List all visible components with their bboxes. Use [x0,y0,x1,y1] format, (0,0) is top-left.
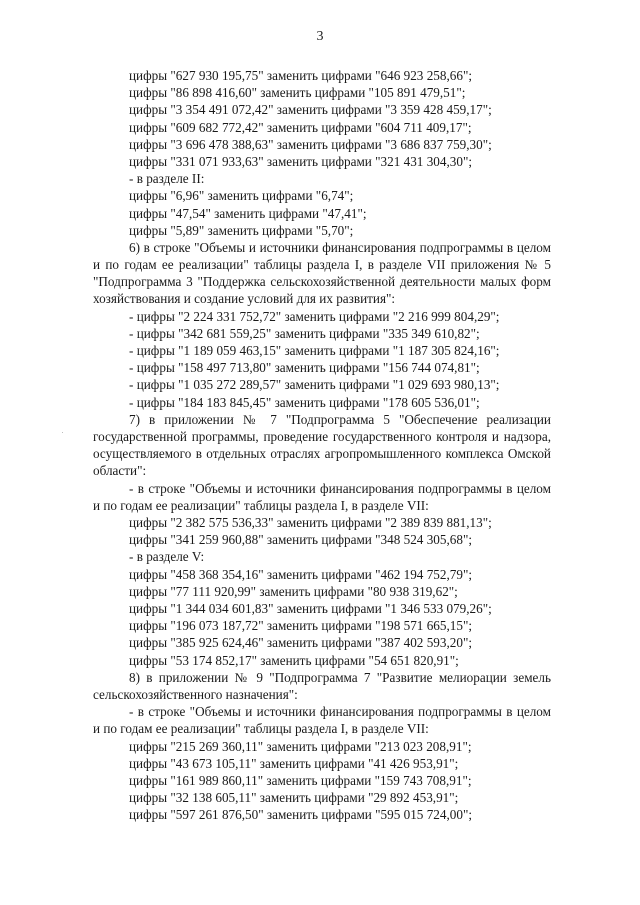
amendment-line: цифры "385 925 624,46" заменить цифрами "387 402 593,20"; [129,635,473,651]
paragraph-8: 8) в приложении № 9 "Подпрограмма 7 "Развитие мелиорации земель сельскохозяйственного назначения": [93,669,551,702]
amendment-line: цифры "3 354 491 072,42" заменить цифрами "3 359 428 459,17"; [129,102,492,118]
amendment-line: - цифры "1 035 272 289,57" заменить цифрами "1 029 693 980,13"; [129,377,500,393]
paragraph-7: 7) в приложении № 7 "Подпрограмма 5 "Обеспечение реализации государственной программы, проведение государственного контроля и надзора, осуществляемого в отдельных отраслях агропромышленного комплекса Омской области": [93,411,551,479]
amendment-line: цифры "331 071 933,63" заменить цифрами "321 431 304,30"; [129,153,473,169]
amendment-list-3 [93,514,551,669]
amendment-line: цифры "5,89" заменить цифрами "5,70"; [129,222,354,238]
amendment-line: цифры "627 930 195,75" заменить цифрами "646 923 258,66"; [129,68,473,83]
amendment-line: - цифры "158 497 713,80" заменить цифрами "156 744 074,81"; [129,360,480,376]
amendment-line: цифры "458 368 354,16" заменить цифрами "462 194 752,79"; [129,566,473,582]
amendment-line: цифры "1 344 034 601,83" заменить цифрами "1 346 533 079,26"; [129,600,492,616]
amendment-line: цифры "597 261 876,50" заменить цифрами "595 015 724,00"; [129,807,473,823]
amendment-line: цифры "47,54" заменить цифрами "47,41"; [129,205,367,221]
amendment-line: цифры "32 138 605,11" заменить цифрами "29 892 453,91"; [129,790,459,806]
paragraph-7-sub: - в строке "Объемы и источники финансирования подпрограммы в целом и по годам ее реализации" таблицы раздела I, в разделе VII: [93,480,551,513]
amendment-line: цифры "2 382 575 536,33" заменить цифрами "2 389 839 881,13"; [129,515,492,531]
page-number: 3 [316,29,324,44]
scan-speck [62,432,63,433]
amendment-line: цифры "341 259 960,88" заменить цифрами "348 524 305,68"; [129,532,473,548]
amendment-line: цифры "3 696 478 388,63" заменить цифрами "3 686 837 759,30"; [129,136,492,152]
amendment-line: цифры "215 269 360,11" заменить цифрами "213 023 208,91"; [129,738,472,754]
paragraph-8-sub: - в строке "Объемы и источники финансирования подпрограммы в целом и по годам ее реализации" таблицы раздела I, в разделе VII: [93,704,551,737]
amendment-list-2 [93,308,551,411]
amendment-line: цифры "77 111 920,99" заменить цифрами "80 938 319,62"; [129,583,458,599]
amendment-line: - цифры "2 224 331 752,72" заменить цифрами "2 216 999 804,29"; [129,308,500,324]
amendment-line: цифры "53 174 852,17" заменить цифрами "54 651 820,91"; [129,652,459,668]
amendment-line: - цифры "184 183 845,45" заменить цифрами "178 605 536,01"; [129,394,480,410]
amendment-line: цифры "161 989 860,11" заменить цифрами "159 743 708,91"; [129,772,472,788]
amendment-line: - цифры "342 681 559,25" заменить цифрами "335 349 610,82"; [129,325,480,341]
amendment-line: - цифры "1 189 059 463,15" заменить цифрами "1 187 305 824,16"; [129,343,500,359]
amendment-line: цифры "6,96" заменить цифрами "6,74"; [129,188,354,204]
amendment-list-1 [93,67,551,239]
amendment-line: цифры "609 682 772,42" заменить цифрами "604 711 409,17"; [129,119,472,135]
section-heading: - в разделе V: [129,549,205,565]
document-body [93,67,551,823]
amendment-line: цифры "43 673 105,11" заменить цифрами "41 426 953,91"; [129,755,459,771]
amendment-line: цифры "196 073 187,72" заменить цифрами "198 571 665,15"; [129,618,473,634]
section-heading: - в разделе II: [129,171,205,187]
amendment-line: цифры "86 898 416,60" заменить цифрами "105 891 479,51"; [129,85,466,101]
paragraph-6: 6) в строке "Объемы и источники финансирования подпрограммы в целом и по годам ее реализации" таблицы раздела I, в разделе VII приложения № 5 "Подпрограмма 3 "Поддержка сельскохозяйственной деятельности малых форм хозяйствования и создание условий для их развития": [93,239,551,307]
amendment-list-4 [93,738,551,824]
